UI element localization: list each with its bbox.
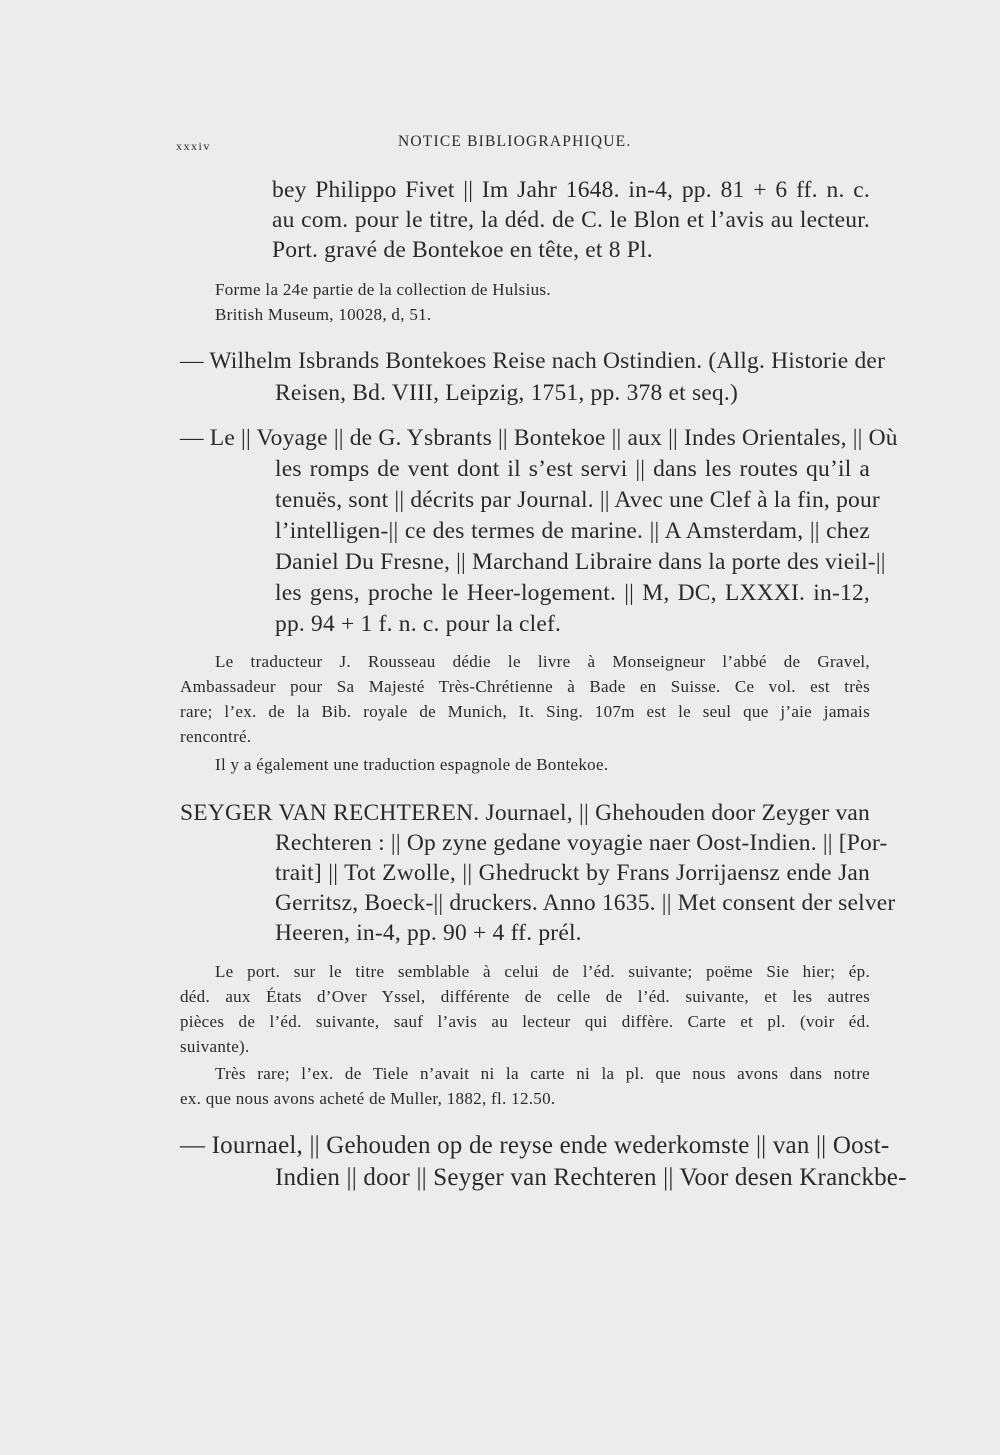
entry-line: SEYGER VAN RECHTEREN. Journael, || Ghehouden door Zeyger van — [180, 800, 870, 826]
text-line: au com. pour le titre, la déd. de C. le Blon et l’avis au lecteur. — [272, 207, 870, 233]
entry-line: Indien || door || Seyger van Rechteren || Voor desen Kranckbe- — [275, 1164, 907, 1191]
entry-line: Reisen, Bd. VIII, Leipzig, 1751, pp. 378 et seq.) — [275, 380, 738, 406]
entry-line: Gerritsz, Boeck-|| druckers. Anno 1635. || Met consent der selver — [275, 890, 896, 916]
entry-line: — Wilhelm Isbrands Bontekoes Reise nach Ostindien. (Allg. Historie der — [180, 348, 886, 374]
entry-line: Rechteren : || Op zyne gedane voyagie naer Oost-Indien. || [Por- — [275, 830, 888, 856]
entry-line: les gens, proche le Heer-logement. || M, DC, LXXXI. in-12, — [275, 580, 870, 606]
entry-line: Heeren, in-4, pp. 90 + 4 ff. prél. — [275, 920, 582, 946]
entry-line: trait] || Tot Zwolle, || Ghedruckt by Frans Jorrijaensz ende Jan — [275, 860, 870, 886]
note-line: Forme la 24e partie de la collection de Hulsius. — [215, 280, 551, 299]
entry-line: les romps de vent dont il s’est servi || dans les routes qu’il a — [275, 456, 870, 482]
entry-line: tenuës, sont || décrits par Journal. || Avec une Clef à la fin, pour — [275, 487, 880, 513]
running-title: NOTICE BIBLIOGRAPHIQUE. — [398, 133, 632, 150]
note-line: suivante). — [180, 1037, 250, 1056]
text-line: Port. gravé de Bontekoe en tête, et 8 Pl. — [272, 237, 653, 263]
note-line: British Museum, 10028, d, 51. — [215, 305, 432, 324]
entry-line: — Le || Voyage || de G. Ysbrants || Bontekoe || aux || Indes Orientales, || Où — [180, 425, 898, 451]
entry-line: l’intelligen-|| ce des termes de marine. || A Amsterdam, || chez — [275, 518, 870, 544]
note-line: rencontré. — [180, 727, 252, 746]
note-line: ex. que nous avons acheté de Muller, 1882, fl. 12.50. — [180, 1089, 556, 1108]
note-line: Le port. sur le titre semblable à celui de l’éd. suivante; poëme Sie hier; ép. — [215, 962, 870, 981]
note-line: Très rare; l’ex. de Tiele n’avait ni la carte ni la pl. que nous avons dans notre — [215, 1064, 870, 1083]
note-line: rare; l’ex. de la Bib. royale de Munich, It. Sing. 107m est le seul que j’aie jamais — [180, 702, 870, 721]
entry-line: pp. 94 + 1 f. n. c. pour la clef. — [275, 611, 562, 637]
note-line: Ambassadeur pour Sa Majesté Très-Chrétienne à Bade en Suisse. Ce vol. est très — [180, 677, 870, 696]
note-line: pièces de l’éd. suivante, sauf l’avis au lecteur qui diffère. Carte et pl. (voir éd. — [180, 1012, 870, 1031]
note-line: Il y a également une traduction espagnole de Bontekoe. — [215, 755, 609, 774]
note-line: déd. aux États d’Over Yssel, différente de celle de l’éd. suivante, et les autres — [180, 987, 870, 1006]
text-line: bey Philippo Fivet || Im Jahr 1648. in-4, pp. 81 + 6 ff. n. c. — [272, 177, 870, 203]
note-line: Le traducteur J. Rousseau dédie le livre à Monseigneur l’abbé de Gravel, — [215, 652, 870, 671]
page-folio: xxxiv — [176, 139, 211, 153]
entry-line: Daniel Du Fresne, || Marchand Libraire dans la porte des vieil-|| — [275, 549, 886, 575]
entry-line: — Iournael, || Gehouden op de reyse ende wederkomste || van || Oost- — [180, 1132, 890, 1159]
